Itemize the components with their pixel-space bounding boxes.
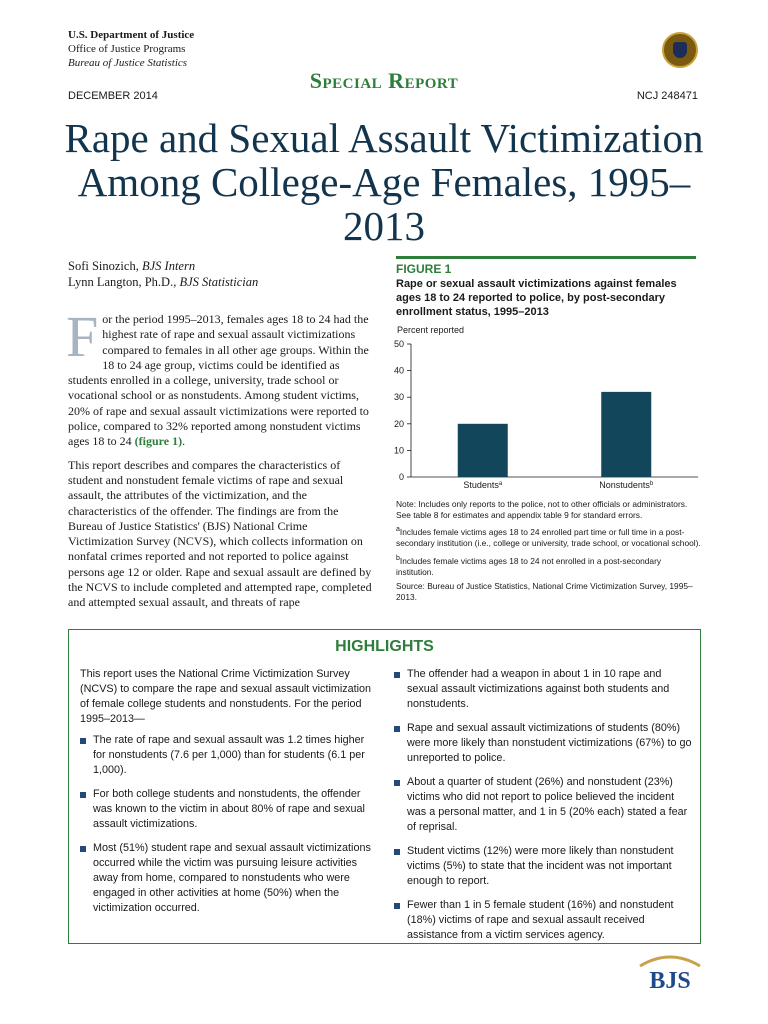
page-title: Rape and Sexual Assault Victimization Among College-Age Females, 1995–2013	[64, 115, 704, 249]
figure-1-chart	[368, 322, 703, 497]
office-name: Office of Justice Programs	[68, 43, 186, 55]
highlight-item: For both college students and nonstudents, the offender was known to the victim in about 80% of rape and sexual assault victimizations.	[80, 787, 375, 832]
figure-label: FIGURE 1	[396, 262, 452, 276]
bureau-name: Bureau of Justice Statistics	[68, 57, 188, 69]
highlights-title: HIGHLIGHTS	[335, 638, 434, 655]
highlights-intro: This report uses the National Crime Victimization Survey (NCVS) to compare the rape and sexual assault victimization of female college students and nonstudents. For the period 1995–2013—	[80, 668, 372, 725]
y-tick-label: 50	[393, 339, 404, 349]
agency-block	[68, 28, 194, 70]
figure-rule	[396, 256, 696, 259]
author-2: Lynn Langton, Ph.D., BJS Statistician	[68, 275, 259, 289]
paragraph-2: This report describes and compares the characteristics of student and nonstudent female victims of rape and sexual assault, the attributes of the victimization, and the characteristics of the offender. The findings are from the Bureau of Justice Statistics' (BJS) National Crime Victimization Survey (NCVS), which collects information on nonfatal crimes reported and not reported to police against persons age 12 or older. Rape and sexual assault are defined by the NCVS to include completed and attempted rape, completed and attempted sexual assault, and threats of rape	[68, 457, 372, 610]
bjs-logo	[634, 950, 706, 996]
highlight-item: About a quarter of student (26%) and nonstudent (23%) victims who did not report to police believed the incident was a personal matter, and 1 in 5 (20% each) stated a fear of reprisal.	[394, 775, 694, 835]
bar-nonstudents	[601, 392, 651, 477]
figure-source: Source: Bureau of Justice Statistics, National Crime Victimization Survey, 1995–2013.	[396, 580, 693, 603]
figure-1-link[interactable]: (figure 1)	[134, 434, 183, 449]
authors	[68, 258, 258, 290]
footnote-a: $^a$Includes female victims ages 18 to 24 enrolled part time or full time in a post-secondary institution (i.e., college or university, trade school, or vocational school).	[396, 526, 701, 549]
report-date: DECEMBER 2014	[68, 90, 158, 102]
body-text	[66, 304, 374, 619]
highlight-item: Most (51%) student rape and sexual assault victimizations occurred while the victim was pursuing leisure activities away from home, compared to nonstudents who were engaged in other activities at home (50%) when the victimization occurred.	[80, 841, 375, 916]
footnote-b: $^b$Includes female victims ages 18 to 24 not enrolled in a post-secondary institution.	[396, 554, 662, 577]
highlight-item: The offender had a weapon in about 1 in 10 rape and sexual assault victimizations against both students and nonstudents.	[394, 667, 694, 712]
y-tick-label: 10	[393, 445, 404, 456]
logo-arc-icon	[640, 957, 700, 966]
logo-text: BJS	[649, 968, 691, 994]
doj-seal-icon	[662, 32, 698, 68]
highlight-item: The rate of rape and sexual assault was 1.2 times higher for nonstudents (7.6 per 1,000) than for students (6.1 per 1,000).	[80, 733, 375, 778]
highlight-item: Rape and sexual assault victimizations of students (80%) were more likely than nonstudent victimizations (67%) to go unreported to police.	[394, 721, 694, 766]
figure-title: Rape or sexual assault victimizations against females ages 18 to 24 reported to police, by post-secondary enrollment status, 1995–2013	[396, 278, 677, 318]
y-tick-label: 30	[393, 392, 404, 403]
highlight-item: Fewer than 1 in 5 female student (16%) and nonstudent (18%) victims of rape and sexual assault received assistance from a victim services agency.	[394, 898, 694, 943]
x-tick-superscript: a	[498, 481, 503, 487]
y-tick-label: 40	[393, 365, 404, 376]
drop-cap: F	[66, 304, 99, 369]
figure-notes	[396, 499, 701, 606]
y-tick-label: 0	[398, 472, 404, 482]
bar-students	[458, 424, 508, 477]
highlights-left-column	[80, 667, 375, 925]
x-tick-label: Students$^a$	[463, 480, 503, 490]
y-axis-label: Percent reported	[397, 325, 465, 335]
x-tick-label: Nonstudents$^b$	[599, 480, 654, 490]
x-tick-superscript: b	[649, 481, 654, 487]
report-type: Special Report	[309, 68, 459, 93]
highlight-item: Student victims (12%) were more likely than nonstudent victims (5%) to state that the incident was not important enough to report.	[394, 844, 694, 889]
y-tick-label: 20	[393, 418, 404, 429]
author-1: Sofi Sinozich, BJS Intern	[68, 259, 196, 273]
highlights-right-column	[394, 667, 694, 952]
ncj-number: NCJ 248471	[636, 90, 698, 102]
figure-note: Note: Includes only reports to the police, not to other officials or administrators. See table 8 for estimates and appendix table 9 for standard errors.	[396, 499, 688, 521]
paragraph-1: For the period 1995–2013, females ages 18 to 24 had the highest rate of rape and sexual assault victimizations compared to females in all other age groups. Within the 18 to 24 age group, victims could be identified as students enrolled in a college, university, trade school or vocational school or as nonstudents. Among student victims, 20% of rape and sexual assault victimizations were reported to police, compared to 32% reported among nonstudent victims ages 18 to 24 (figure 1).	[66, 304, 369, 449]
agency-name: U.S. Department of Justice	[68, 29, 195, 41]
